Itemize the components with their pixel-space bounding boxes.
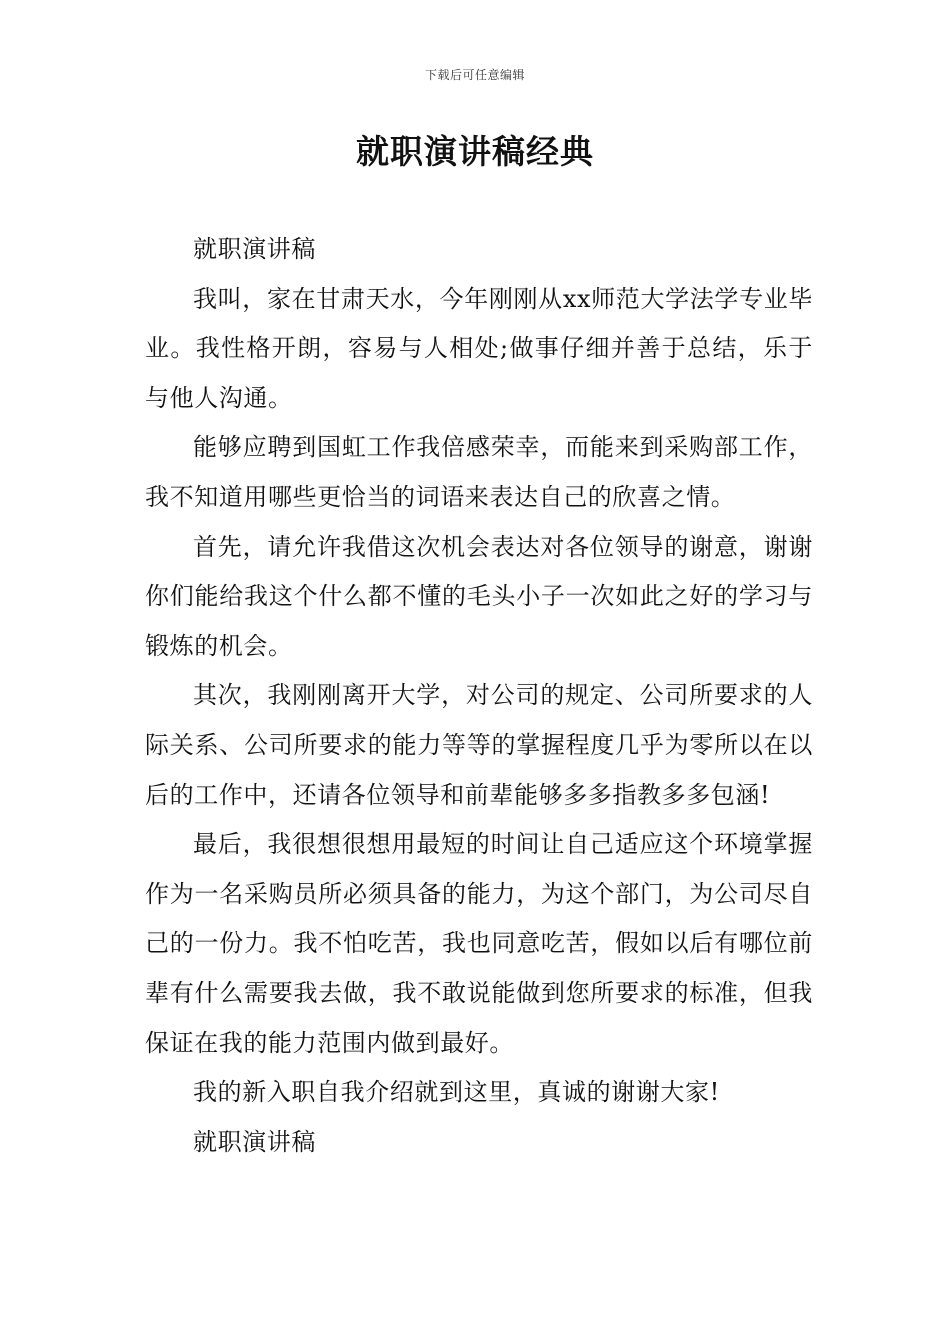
paragraph-subtitle: 就职演讲稿: [193, 235, 316, 263]
paragraph-last: 最后，我很想很想用最短的时间让自己适应这个环境掌握作为一名采购员所必须具备的能力，为这个部门，为公司尽自己的一份力。我不怕吃苦，我也同意吃苦，假如以后有哪位前辈有什么需要我去做，我不敢说能做到您所要求的标准，但我保证在我的能力范围内做到最好。: [145, 830, 813, 1057]
paragraph-first: 首先，请允许我借这次机会表达对各位领导的谢意，谢谢你们能给我这个什么都不懂的毛头小子一次如此之好的学习与锻炼的机会。: [145, 532, 813, 660]
paragraph-introduction: 我叫，家在甘肃天水，今年刚刚从xx师范大学法学专业毕业。我性格开朗，容易与人相处;做事仔细并善于总结，乐于与他人沟通。: [145, 284, 813, 412]
paragraph-thanks: 我的新入职自我介绍就到这里，真诚的谢谢大家!: [193, 1078, 720, 1107]
document-body: [145, 225, 813, 1167]
paragraph-second: 其次，我刚刚离开大学，对公司的规定、公司所要求的人际关系、公司所要求的能力等等的掌握程度几乎为零所以在以后的工作中，还请各位领导和前辈能够多多指教多多包涵!: [145, 681, 813, 809]
header-note: 下载后可任意编辑: [424, 68, 525, 82]
paragraph-honor: 能够应聘到国虹工作我倍感荣幸，而能来到采购部工作，我不知道用哪些更恰当的词语来表达自己的欣喜之情。: [145, 433, 813, 511]
document-title: 就职演讲稿经典: [356, 132, 594, 171]
paragraph-next-heading: 就职演讲稿: [193, 1127, 316, 1156]
